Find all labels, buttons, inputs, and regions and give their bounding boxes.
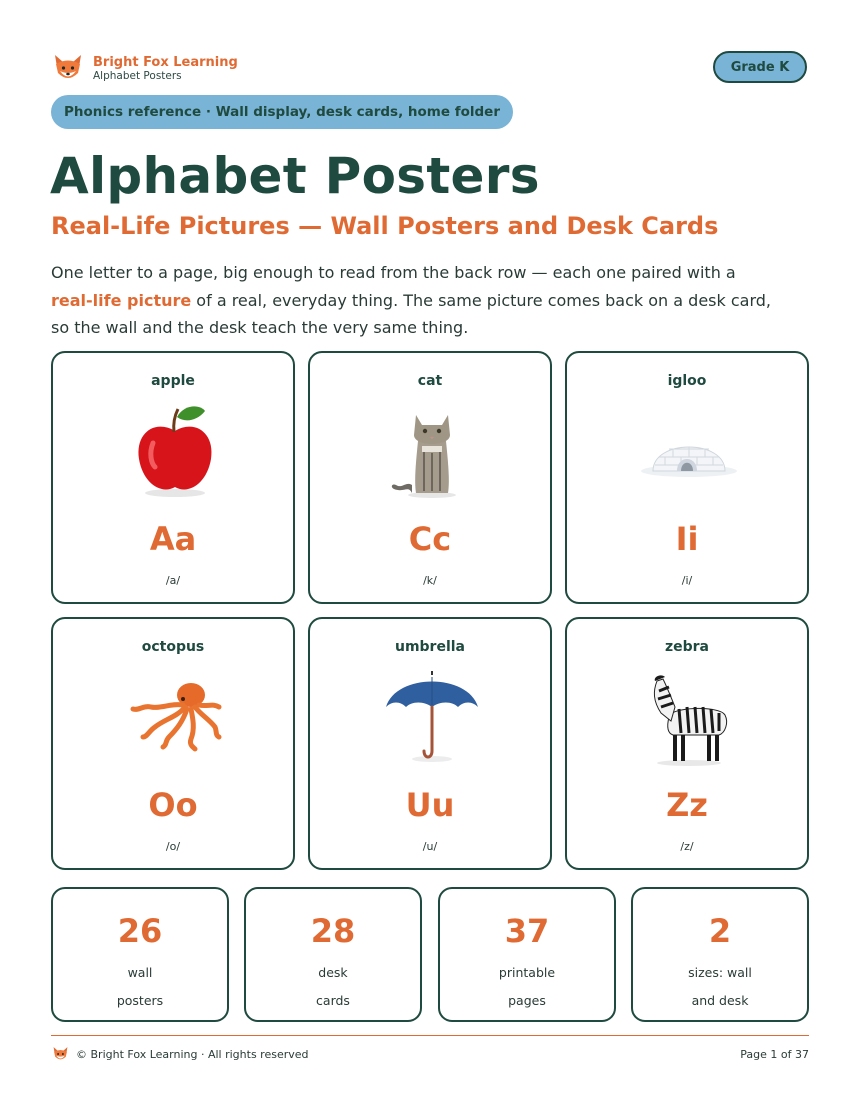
intro-text-1: One letter to a page, big enough to read from the back row — each one paired with a: [51, 263, 736, 282]
igloo-icon: [639, 401, 739, 501]
poster-sound: /u/: [422, 840, 438, 853]
poster-letter: Oo: [148, 786, 198, 824]
footer-copyright: [52, 1046, 309, 1062]
poster-word: umbrella: [394, 639, 466, 655]
umbrella-icon: [382, 667, 482, 767]
stat-label-line1: wall: [127, 965, 153, 980]
poster-sound: /k/: [423, 574, 437, 587]
stat-number: 2: [708, 912, 732, 950]
stat-label-line2: pages: [508, 993, 546, 1008]
stat-label-line2: and desk: [691, 993, 749, 1008]
poster-sound: /a/: [165, 574, 181, 587]
intro-text-2: of a real, everyday thing. The same picture comes back on a desk card, so the wall and the desk teach the very same thing.: [51, 290, 771, 337]
poster-sound: /o/: [165, 840, 181, 853]
poster-word: zebra: [664, 639, 710, 655]
stat-label-line2: posters: [116, 993, 164, 1008]
poster-word: apple: [151, 373, 195, 389]
intro-paragraph: [51, 259, 771, 342]
poster-word: octopus: [141, 639, 205, 655]
stat-number: 37: [504, 912, 550, 950]
poster-card-zebra: [565, 617, 809, 870]
fox-logo-icon: [52, 53, 84, 83]
grade-badge: Grade K: [713, 51, 807, 83]
page-title: Alphabet Posters: [50, 147, 540, 205]
stat-card-printable-pages: [438, 887, 616, 1022]
stat-label-line1: sizes: wall: [688, 965, 752, 980]
poster-word: igloo: [667, 373, 707, 389]
stat-label-line1: desk: [318, 965, 348, 980]
apple-icon: [125, 401, 225, 501]
page-subtitle: Real-Life Pictures — Wall Posters and Desk Cards: [51, 212, 719, 240]
brand-name: Bright Fox Learning: [93, 54, 238, 70]
poster-card-umbrella: [308, 617, 552, 870]
poster-letter: Cc: [408, 520, 452, 558]
poster-letter: Aa: [149, 520, 197, 558]
poster-sound: /z/: [680, 840, 694, 853]
poster-card-cat: [308, 351, 552, 604]
stat-label-line1: printable: [498, 965, 556, 980]
fox-logo-icon: [52, 1046, 69, 1062]
poster-card-apple: [51, 351, 295, 604]
copyright-text: © Bright Fox Learning · All rights reserved: [76, 1047, 309, 1061]
intro-highlight: real-life picture: [51, 290, 192, 310]
poster-sound: /i/: [681, 574, 693, 587]
stat-number: 28: [310, 912, 356, 950]
poster-word: cat: [417, 373, 443, 389]
cat-icon: [382, 401, 482, 501]
zebra-icon: [639, 667, 739, 767]
poster-card-octopus: [51, 617, 295, 870]
stat-card-desk-cards: [244, 887, 422, 1022]
stat-card-sizes: [631, 887, 809, 1022]
brand: [52, 53, 238, 83]
poster-card-igloo: [565, 351, 809, 604]
brand-subtitle: Alphabet Posters: [93, 69, 182, 82]
poster-letter: Zz: [666, 786, 708, 824]
poster-letter: Ii: [675, 520, 699, 558]
poster-letter: Uu: [405, 786, 455, 824]
stat-number: 26: [117, 912, 163, 950]
page-number: Page 1 of 37: [740, 1048, 809, 1061]
octopus-icon: [125, 667, 225, 767]
stat-card-wall-posters: [51, 887, 229, 1022]
footer-divider: [51, 1035, 809, 1036]
phonics-reference-pill: Phonics reference · Wall display, desk cards, home folder: [51, 95, 513, 129]
stat-label-line2: cards: [316, 993, 350, 1008]
